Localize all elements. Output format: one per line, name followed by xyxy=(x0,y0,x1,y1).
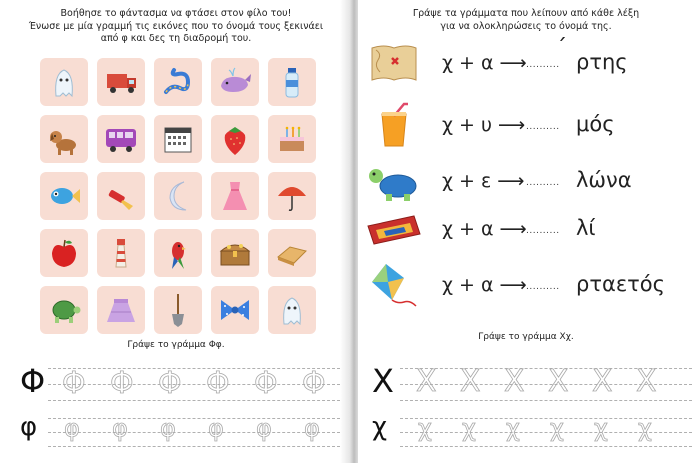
trace-letter[interactable]: φ xyxy=(64,414,80,442)
grid-cell[interactable] xyxy=(40,115,88,163)
instruction-line: Ένωσε με μία γραμμή τις εικόνες που το όνομά τους ξεκινάει xyxy=(28,20,324,32)
trace-letter[interactable]: φ xyxy=(256,414,272,442)
bow-icon xyxy=(215,290,255,330)
skirt-icon xyxy=(101,290,141,330)
fill-blank[interactable]: .......... xyxy=(526,282,560,292)
word-suffix: ρταετός xyxy=(576,272,665,296)
moon-icon xyxy=(158,176,198,216)
word-row xyxy=(358,100,694,152)
grid-cell[interactable] xyxy=(40,58,88,106)
word-row xyxy=(358,204,694,256)
turtle-icon xyxy=(44,290,84,330)
trace-letter[interactable]: χ xyxy=(594,414,608,442)
cake-icon xyxy=(272,119,312,159)
grid-cell[interactable] xyxy=(211,115,259,163)
grid-cell[interactable] xyxy=(268,286,316,334)
chest-icon xyxy=(215,233,255,273)
grid-cell[interactable] xyxy=(40,172,88,220)
word-suffix: μός xyxy=(576,112,615,136)
trace-letter[interactable]: Χ xyxy=(460,364,481,399)
grid-cell[interactable] xyxy=(97,229,145,277)
parrot-icon xyxy=(158,233,198,273)
umbrella-icon xyxy=(272,176,312,216)
letter-formula: χ + α ⟶ xyxy=(442,274,527,296)
grid-cell[interactable] xyxy=(268,58,316,106)
truck-icon xyxy=(101,62,141,102)
grid-cell[interactable] xyxy=(40,229,88,277)
model-letter: φ xyxy=(20,412,38,442)
grid-cell[interactable] xyxy=(97,58,145,106)
trace-row-upper xyxy=(372,362,692,406)
instruction-line: Βοήθησε το φάντασμα να φτάσει στον φίλο του! xyxy=(60,8,292,19)
grid-cell[interactable] xyxy=(268,115,316,163)
guide-line xyxy=(48,400,340,401)
trace-letter[interactable]: χ xyxy=(638,414,652,442)
trace-row-lower xyxy=(372,410,692,454)
grid-cell[interactable] xyxy=(211,229,259,277)
grid-cell[interactable] xyxy=(154,286,202,334)
grid-cell[interactable] xyxy=(211,172,259,220)
word-row xyxy=(358,38,694,90)
trace-letter[interactable]: φ xyxy=(112,414,128,442)
grid-cell[interactable] xyxy=(97,286,145,334)
model-letter: Χ xyxy=(372,362,394,400)
fish-icon xyxy=(44,176,84,216)
bottle-icon xyxy=(272,62,312,102)
grid-cell[interactable] xyxy=(211,286,259,334)
apple-icon xyxy=(44,233,84,273)
guide-line xyxy=(48,368,340,369)
instruction-line: για να ολοκληρώσεις το όνομά της. xyxy=(440,20,612,32)
snake-icon xyxy=(158,62,198,102)
guide-line xyxy=(400,446,692,447)
word-suffix: λί xyxy=(576,216,596,240)
right-page xyxy=(358,0,694,463)
grid-cell[interactable] xyxy=(154,229,202,277)
map-icon xyxy=(364,40,424,88)
lighthouse-icon xyxy=(101,233,141,273)
grid-cell[interactable] xyxy=(154,58,202,106)
trace-letter[interactable]: Φ xyxy=(62,366,86,401)
grid-cell[interactable] xyxy=(40,286,88,334)
strawberry-icon xyxy=(215,119,255,159)
guide-line xyxy=(48,418,340,419)
carpet-icon xyxy=(364,206,424,254)
ghost-icon xyxy=(272,290,312,330)
trace-letter[interactable]: Χ xyxy=(504,364,525,399)
trace-letter[interactable]: χ xyxy=(462,414,476,442)
model-letter: χ xyxy=(372,412,388,442)
trace-letter[interactable]: Χ xyxy=(592,364,613,399)
trace-letter[interactable]: Φ xyxy=(302,366,326,401)
dress-icon xyxy=(215,176,255,216)
fill-blank[interactable]: .......... xyxy=(526,60,560,70)
fill-blank[interactable]: .......... xyxy=(526,226,560,236)
whale-icon xyxy=(215,62,255,102)
juice-icon xyxy=(364,102,424,150)
shovel-icon xyxy=(158,290,198,330)
model-letter: Φ xyxy=(20,362,46,400)
word-suffix: λώνα xyxy=(576,168,632,192)
grid-cell[interactable] xyxy=(154,172,202,220)
dog-icon xyxy=(44,119,84,159)
fill-blank[interactable]: .......... xyxy=(526,122,560,132)
letter-formula: χ + α ⟶ xyxy=(442,218,527,240)
trace-row-upper xyxy=(20,362,340,406)
trace-letter[interactable]: Φ xyxy=(158,366,182,401)
fill-blank[interactable]: .......... xyxy=(526,178,560,188)
calendar-icon xyxy=(158,119,198,159)
guide-line xyxy=(48,384,340,385)
write-letter-title: Γράψε το γράμμα Φφ. xyxy=(127,340,225,350)
instruction-line: Γράψε τα γράμματα που λείπουν από κάθε λέξη xyxy=(412,8,640,19)
trace-letter[interactable]: Φ xyxy=(110,366,134,401)
instruction-line: από φ και δες τη διαδρομή του. xyxy=(100,33,252,44)
grid-cell[interactable] xyxy=(154,115,202,163)
trace-letter[interactable]: φ xyxy=(160,414,176,442)
trace-letter[interactable]: Χ xyxy=(548,364,569,399)
trace-letter[interactable]: χ xyxy=(418,414,432,442)
word-suffix: ρτης xyxy=(576,50,628,74)
guide-line xyxy=(48,432,340,433)
grid-cell[interactable] xyxy=(97,115,145,163)
guide-line xyxy=(48,446,340,447)
letter-formula: χ + υ ⟶ xyxy=(442,114,526,136)
trace-letter[interactable]: φ xyxy=(208,414,224,442)
bus-icon xyxy=(101,119,141,159)
trace-letter[interactable]: χ xyxy=(506,414,520,442)
grid-cell[interactable] xyxy=(211,58,259,106)
write-letter-title: Γράψε το γράμμα Χχ. xyxy=(478,332,574,342)
trace-letter[interactable]: Χ xyxy=(636,364,657,399)
grid-cell[interactable] xyxy=(97,172,145,220)
trace-letter[interactable]: Χ xyxy=(416,364,437,399)
trace-letter[interactable]: φ xyxy=(304,414,320,442)
accent-mark: ΄ xyxy=(556,36,567,61)
letter-formula: χ + ε ⟶ xyxy=(442,170,525,192)
ghost-icon xyxy=(44,62,84,102)
flashlight-icon xyxy=(101,176,141,216)
kite-icon xyxy=(364,262,424,310)
left-instructions xyxy=(0,8,352,46)
trace-row-lower xyxy=(20,410,340,454)
letter-formula: χ + α ⟶ xyxy=(442,52,527,74)
right-instructions xyxy=(358,8,694,33)
grid-cell[interactable] xyxy=(268,229,316,277)
guide-line xyxy=(400,400,692,401)
bread-icon xyxy=(272,233,312,273)
trace-letter[interactable]: Φ xyxy=(206,366,230,401)
word-row xyxy=(358,156,694,208)
grid-cell[interactable] xyxy=(268,172,316,220)
turtle-icon xyxy=(364,158,424,206)
trace-letter[interactable]: χ xyxy=(550,414,564,442)
word-row xyxy=(358,260,694,312)
trace-letter[interactable]: Φ xyxy=(254,366,278,401)
